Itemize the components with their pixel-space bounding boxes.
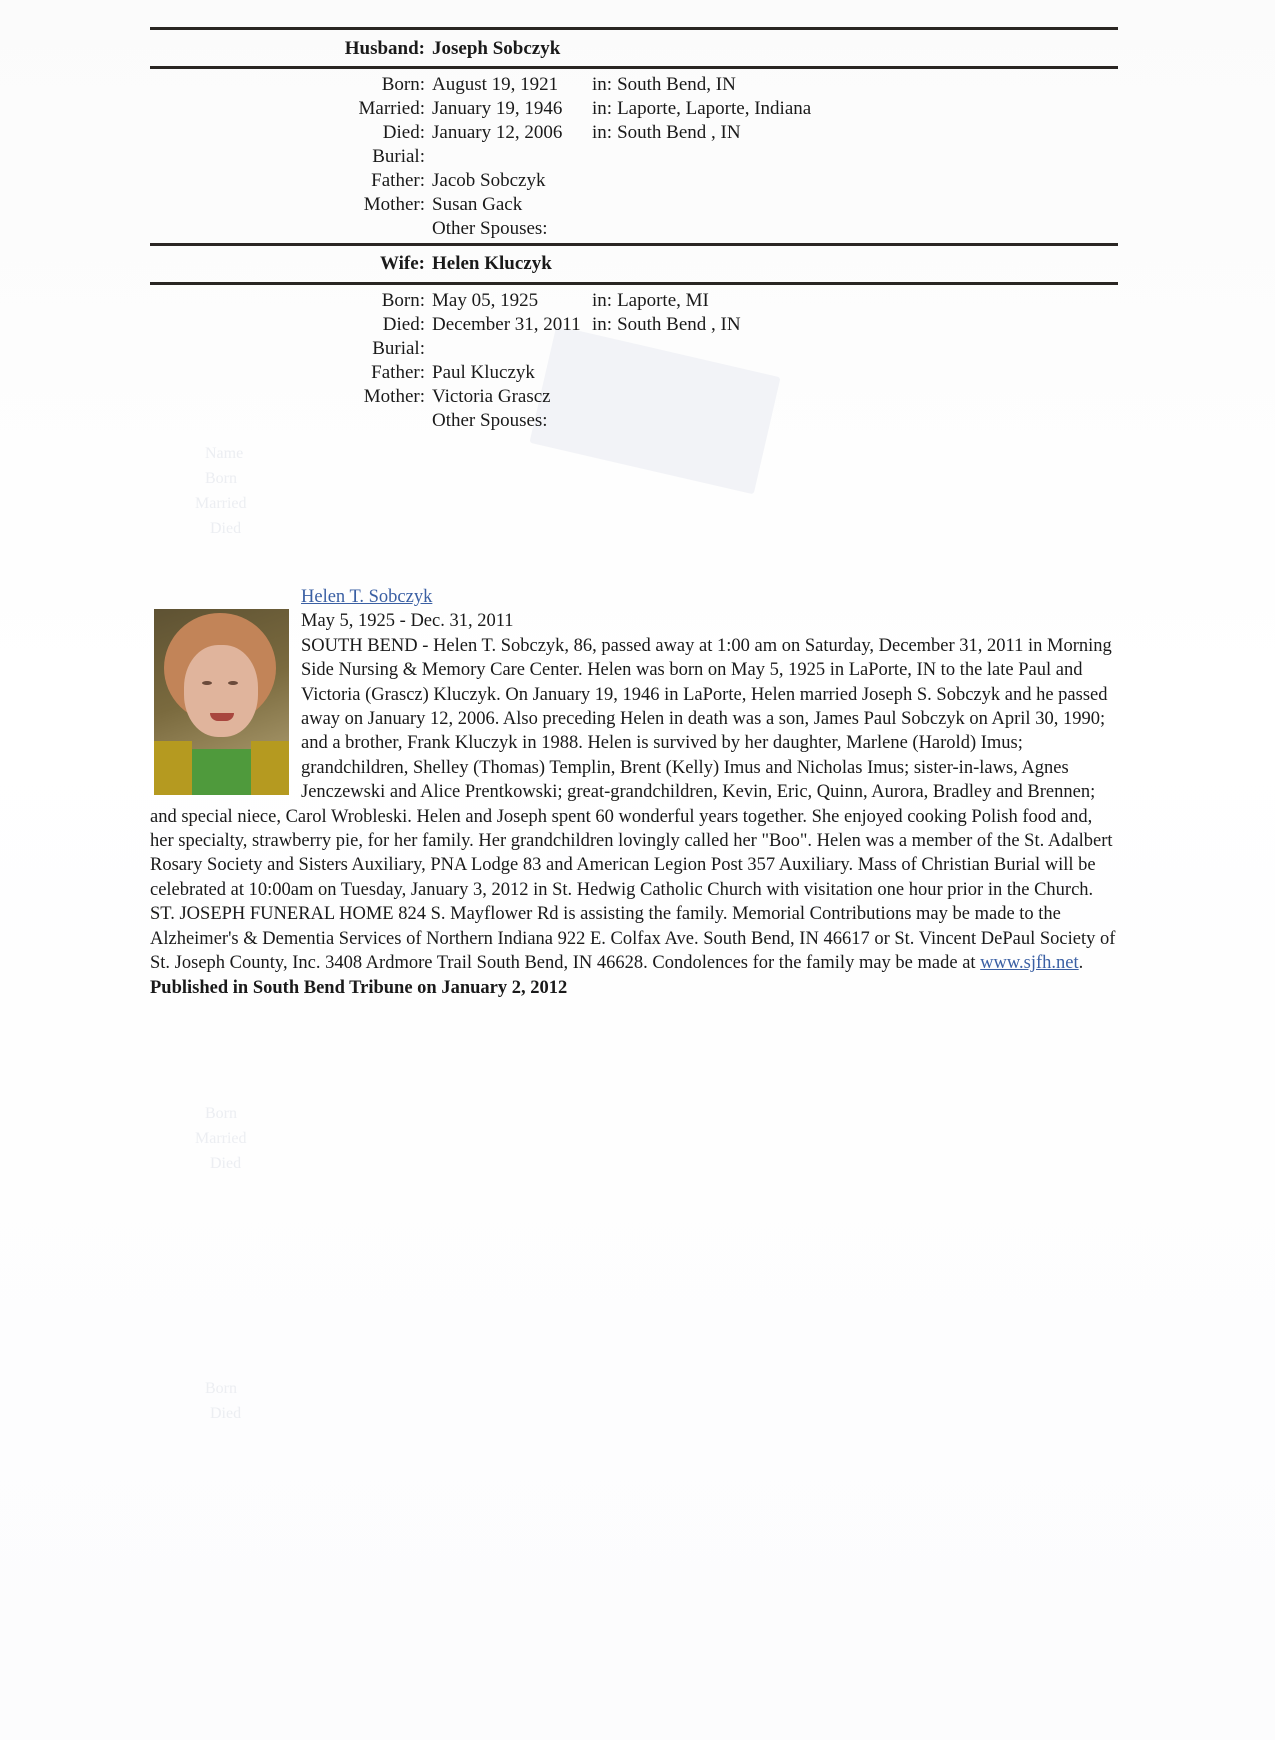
bleed-through-text: Born	[205, 1380, 237, 1397]
field-label: Burial:	[372, 338, 425, 359]
published-line: Published in South Bend Tribune on January 2, 2012	[150, 977, 568, 998]
in-label: in:	[592, 122, 613, 143]
husband-married-row	[150, 98, 1118, 122]
wife-name: Helen Kluczyk	[432, 253, 552, 274]
field-value: Susan Gack	[432, 194, 523, 215]
husband-burial-row	[150, 146, 1118, 170]
husband-name: Joseph Sobczyk	[432, 38, 561, 59]
field-value: Paul Kluczyk	[432, 362, 535, 383]
place-value: South Bend, IN	[617, 74, 736, 95]
in-label: in:	[592, 74, 613, 95]
place-value: South Bend , IN	[617, 314, 741, 335]
obituary-period: .	[1078, 953, 1084, 974]
wife-burial-row	[150, 338, 1118, 362]
husband-role-label: Husband:	[344, 38, 425, 59]
section-rule	[150, 243, 1118, 246]
husband-died-row	[150, 122, 1118, 146]
field-label: Burial:	[372, 146, 425, 167]
field-place	[592, 290, 709, 312]
obituary-clipping	[150, 585, 1118, 1000]
field-value: May 05, 1925	[432, 290, 539, 311]
in-label: in:	[592, 290, 613, 311]
section-rule-top	[150, 27, 1118, 30]
field-place	[592, 98, 811, 120]
field-label: Born:	[381, 74, 425, 95]
wife-father-row	[150, 362, 1118, 386]
obituary-dates: May 5, 1925 - Dec. 31, 2011	[301, 611, 514, 632]
funeral-home-website-link[interactable]: www.sjfh.net	[980, 953, 1079, 974]
field-label: Father:	[371, 170, 425, 191]
bleed-through-text: Died	[210, 1155, 242, 1172]
field-value: August 19, 1921	[432, 74, 559, 95]
wife-mother-row	[150, 386, 1118, 410]
field-label: Born:	[381, 290, 425, 311]
field-label: Mother:	[363, 386, 425, 407]
section-rule	[150, 66, 1118, 69]
bleed-through-text: Died	[210, 520, 242, 537]
place-value: Laporte, Laporte, Indiana	[617, 98, 812, 119]
bleed-through-text: Married	[195, 1130, 247, 1147]
obituary-body: SOUTH BEND - Helen T. Sobczyk, 86, passed away at 1:00 am on Saturday, December 31, 2011 in Morning Side Nursing & Memory Care Center. Helen was born on May 5, 1925 in LaPorte, IN to the late Paul and Victoria (Grascz) Kluczyk. On January 19, 1946 in LaPorte, Helen married Joseph S. Sobczyk and he passed away on January 12, 2006. Also preceding Helen in death was a son, James Paul Sobczyk on April 30, 1990; and a brother, Frank Kluczyk in 1988. Helen is survived by her daughter, Marlene (Harold) Imus; grandchildren, Shelley (Thomas) Templin, Brent (Kelly) Imus and Nicholas Imus; sister-in-laws, Agnes Jenczewski and Alice Prentkowski; great-grandchildren, Kevin, Eric, Quinn, Aurora, Bradley and Brennen; and special niece, Carol Wrobleski. Helen and Joseph spent 60 wonderful years together. She enjoyed cooking Polish food and, her specialty, strawberry pie, for her family. Her grandchildren lovingly called her "Boo". Helen was a member of the St. Adalbert Rosary Society and Sisters Auxiliary, PNA Lodge 83 and American Legion Post 357 Auxiliary. Mass of Christian Burial will be celebrated at 10:00am on Tuesday, January 3, 2012 in St. Hedwig Catholic Church with visitation one hour prior in the Church. ST. JOSEPH FUNERAL HOME 824 S. Mayflower Rd is assisting the family. Memorial Contributions may be made to the Alzheimer's & Dementia Services of Northern Indiana 922 E. Colfax Ave. South Bend, IN 46617 or St. Vincent DePaul Society of St. Joseph County, Inc. 3408 Ardmore Trail South Bend, IN 46628. Condolences for the family may be made at	[150, 635, 1116, 974]
wife-born-row	[150, 290, 1118, 314]
obituary-name-link[interactable]: Helen T. Sobczyk	[301, 587, 433, 607]
field-value: January 12, 2006	[432, 122, 563, 143]
in-label: in:	[592, 314, 613, 335]
wife-other-spouses: Other Spouses:	[432, 410, 548, 431]
place-value: South Bend , IN	[617, 122, 741, 143]
field-label: Died:	[382, 122, 425, 143]
bleed-through-text: Born	[205, 1105, 237, 1122]
field-label: Mother:	[363, 194, 425, 215]
field-value: December 31, 2011	[432, 314, 581, 335]
in-label: in:	[592, 98, 613, 119]
field-place	[592, 122, 741, 144]
field-value: Victoria Grascz	[432, 386, 551, 407]
field-label: Father:	[371, 362, 425, 383]
field-label: Died:	[382, 314, 425, 335]
place-value: Laporte, MI	[617, 290, 709, 311]
husband-father-row	[150, 170, 1118, 194]
husband-born-row	[150, 74, 1118, 98]
wife-died-row	[150, 314, 1118, 338]
wife-header	[150, 253, 1118, 279]
field-value: January 19, 1946	[432, 98, 563, 119]
bleed-through-text: Married	[195, 495, 247, 512]
husband-header	[150, 38, 1118, 64]
field-place	[592, 314, 741, 336]
field-value: Jacob Sobczyk	[432, 170, 546, 191]
portrait-photo	[154, 609, 289, 795]
wife-role-label: Wife:	[379, 253, 425, 274]
field-label: Married:	[358, 98, 425, 119]
husband-mother-row	[150, 194, 1118, 218]
section-rule	[150, 282, 1118, 285]
bleed-through-text: Name	[205, 445, 244, 462]
bleed-through-text: Born	[205, 470, 237, 487]
bleed-through-text: Died	[210, 1405, 242, 1422]
husband-other-spouses: Other Spouses:	[432, 218, 548, 239]
field-place	[592, 74, 736, 96]
